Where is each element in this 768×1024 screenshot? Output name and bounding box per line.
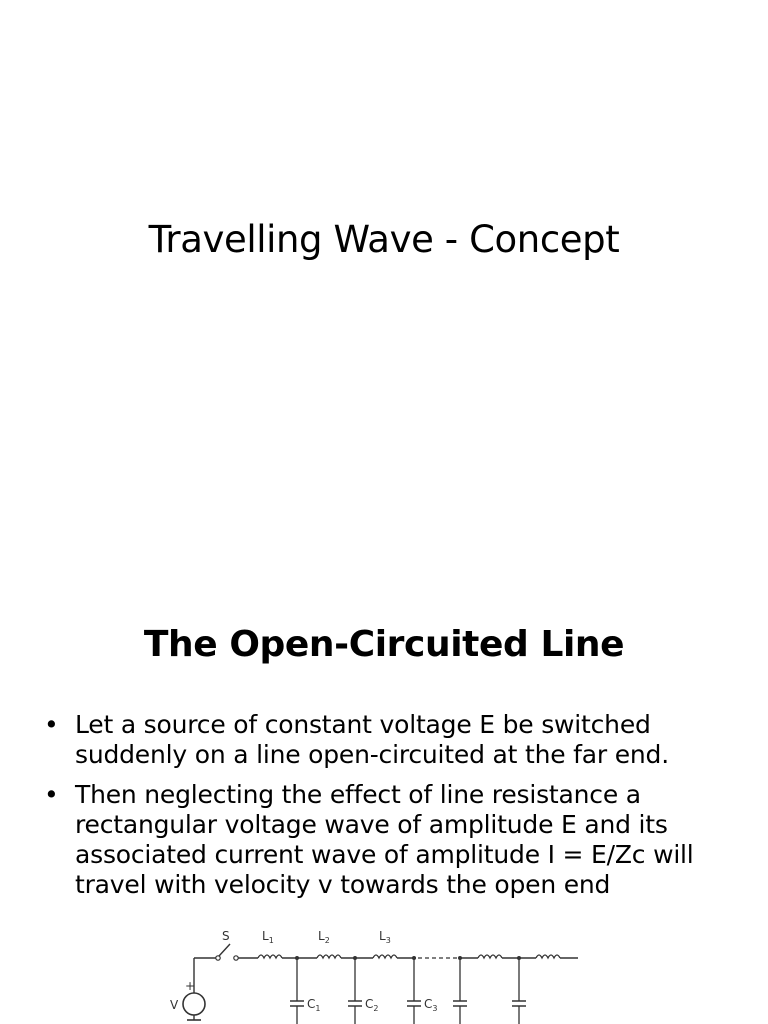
capacitor-label-c1: $C_1$ xyxy=(307,997,321,1013)
ladder-circuit-diagram xyxy=(160,924,590,1024)
capacitor-c2-symbol xyxy=(348,958,362,1024)
capacitor-label-c2: $C_2$ xyxy=(365,997,379,1013)
switch-label: S xyxy=(222,929,230,943)
inductor-label-l3: $L_3$ xyxy=(379,929,391,945)
bullet-item xyxy=(44,710,744,770)
capacitor-c4-symbol xyxy=(453,956,467,1024)
bullet-list xyxy=(44,710,744,910)
source-label: V xyxy=(170,998,179,1012)
inductor-label-l2: $L_2$ xyxy=(318,929,330,945)
inductor-l3-symbol xyxy=(373,955,397,958)
inductor-l2-symbol xyxy=(317,955,341,958)
switch-symbol xyxy=(216,944,238,960)
capacitor-c3-symbol xyxy=(407,958,421,1024)
inductor-label-l1: $L_1$ xyxy=(262,929,274,945)
capacitor-c1-symbol xyxy=(290,958,304,1024)
section-heading: The Open-Circuited Line xyxy=(143,624,625,665)
bullet-dot: • xyxy=(44,710,59,739)
bullet-text: Let a source of constant voltage E be switched suddenly on a line open-circuited at the far end. xyxy=(75,710,669,769)
capacitor-c5-symbol xyxy=(512,956,526,1024)
capacitor-label-c3: $C_3$ xyxy=(424,997,438,1013)
bullet-item xyxy=(44,780,744,900)
slide-title: Travelling Wave - Concept xyxy=(148,218,620,261)
bullet-text: Then neglecting the effect of line resistance a rectangular voltage wave of amplitude E and its associated current wave of amplitude I = E/Zc will travel with velocity v towards the open end xyxy=(75,780,694,899)
bullet-dot: • xyxy=(44,780,59,809)
source-plus-label: + xyxy=(185,979,196,993)
inductor-l1-symbol xyxy=(258,955,282,958)
